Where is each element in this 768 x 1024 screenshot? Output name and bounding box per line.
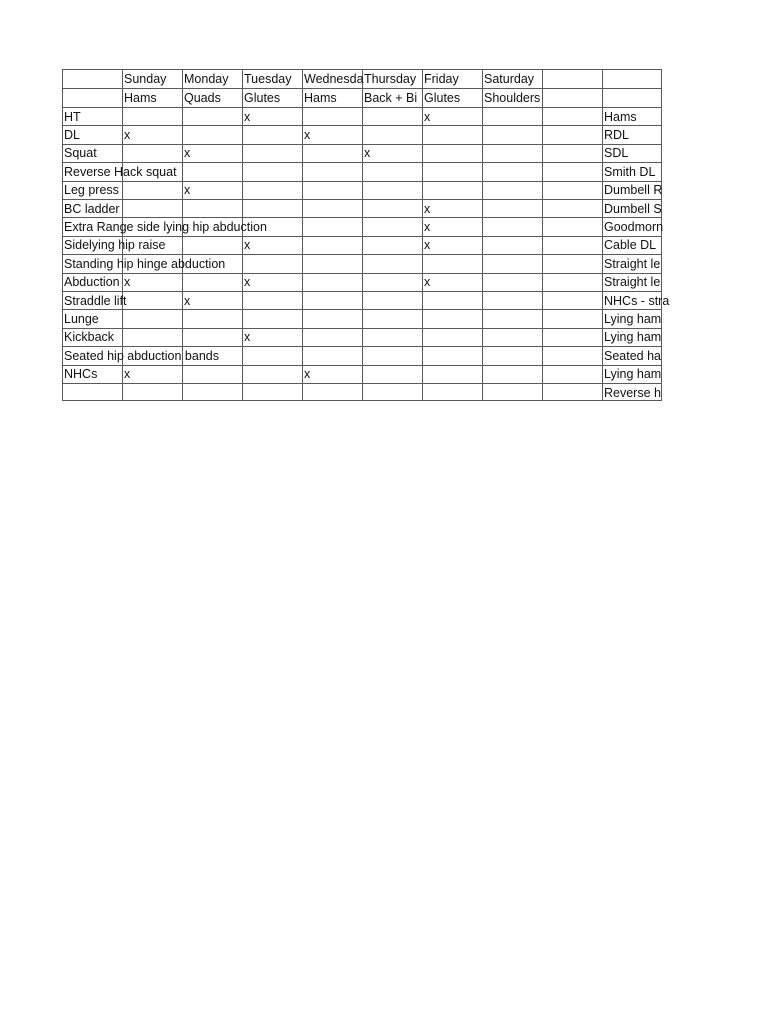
grid-line-horizontal [62, 328, 662, 329]
hams-exercise-cell: Reverse h [604, 385, 661, 400]
exercise-name-cell: HT [64, 109, 81, 124]
schedule-mark-cell: x [424, 275, 431, 290]
schedule-mark-cell: x [304, 127, 311, 142]
day-header-cell: Sunday [124, 71, 167, 86]
hams-exercise-cell: NHCs - stra [604, 293, 670, 308]
hams-exercise-cell: Straight le [604, 275, 661, 290]
grid-line-horizontal [62, 309, 662, 310]
schedule-mark-cell: x [184, 293, 191, 308]
day-header-cell: Wednesda [304, 71, 364, 86]
schedule-mark-cell: x [184, 146, 191, 161]
exercise-name-cell: NHCs [64, 367, 98, 382]
hams-exercise-cell: Cable DL [604, 238, 657, 253]
day-header-cell: Shoulders [484, 90, 541, 105]
schedule-mark-cell: x [124, 275, 131, 290]
day-header-cell: Thursday [364, 71, 417, 86]
day-header-cell: Glutes [244, 90, 281, 105]
hams-exercise-cell: Goodmorn [604, 219, 664, 234]
exercise-name-cell: Kickback [64, 330, 115, 345]
grid-line-horizontal [62, 383, 662, 384]
exercise-name-cell: Straddle lift [64, 293, 127, 308]
hams-exercise-cell: Dumbell S [604, 201, 662, 216]
exercise-name-cell: Abduction [64, 275, 120, 290]
exercise-name-cell: Leg press [64, 183, 119, 198]
schedule-mark-cell: x [124, 367, 131, 382]
schedule-mark-cell: x [424, 109, 431, 124]
hams-exercise-cell: Lying ham [604, 330, 662, 345]
day-header-cell: Monday [184, 71, 229, 86]
schedule-mark-cell: x [424, 238, 431, 253]
hams-exercise-cell: Smith DL [604, 164, 656, 179]
grid-line-horizontal [62, 291, 662, 292]
day-header-cell: Glutes [424, 90, 461, 105]
schedule-mark-cell: x [244, 238, 251, 253]
exercise-name-cell: DL [64, 127, 80, 142]
schedule-mark-cell: x [244, 275, 251, 290]
exercise-name-cell: Lunge [64, 311, 99, 326]
spreadsheet-table [62, 69, 670, 402]
day-header-cell: Quads [184, 90, 221, 105]
schedule-mark-cell: x [304, 367, 311, 382]
schedule-mark-cell: x [124, 127, 131, 142]
day-header-cell: Tuesday [244, 71, 292, 86]
exercise-name-cell: BC ladder [64, 201, 120, 216]
grid-line-horizontal [62, 400, 662, 401]
day-header-cell: Hams [124, 90, 157, 105]
exercise-name-cell: Standing hip hinge abduction [64, 256, 226, 271]
hams-exercise-cell: Seated ha [604, 348, 661, 363]
exercise-name-cell: Extra Range side lying hip abduction [64, 219, 267, 234]
schedule-mark-cell: x [184, 183, 191, 198]
hams-exercise-cell: Dumbell R [604, 183, 663, 198]
grid-line-horizontal [62, 125, 662, 126]
schedule-mark-cell: x [244, 109, 251, 124]
schedule-mark-cell: x [364, 146, 371, 161]
exercise-name-cell: Reverse Hack squat [64, 164, 177, 179]
hams-exercise-cell: Lying ham [604, 367, 662, 382]
schedule-mark-cell: x [244, 330, 251, 345]
day-header-cell: Hams [304, 90, 337, 105]
day-header-cell: Saturday [484, 71, 535, 86]
hams-exercise-cell: Hams [604, 109, 637, 124]
schedule-mark-cell: x [424, 219, 431, 234]
hams-exercise-cell: Straight le [604, 256, 661, 271]
exercise-name-cell: Squat [64, 146, 97, 161]
day-header-cell: Friday [424, 71, 459, 86]
exercise-name-cell: Seated hip abduction bands [64, 348, 219, 363]
schedule-mark-cell: x [424, 201, 431, 216]
hams-exercise-cell: SDL [604, 146, 629, 161]
grid-line-horizontal [62, 199, 662, 200]
day-header-cell: Back + Bi [364, 90, 418, 105]
hams-exercise-cell: RDL [604, 127, 630, 142]
exercise-name-cell: Sidelying hip raise [64, 238, 166, 253]
hams-exercise-cell: Lying ham [604, 311, 662, 326]
